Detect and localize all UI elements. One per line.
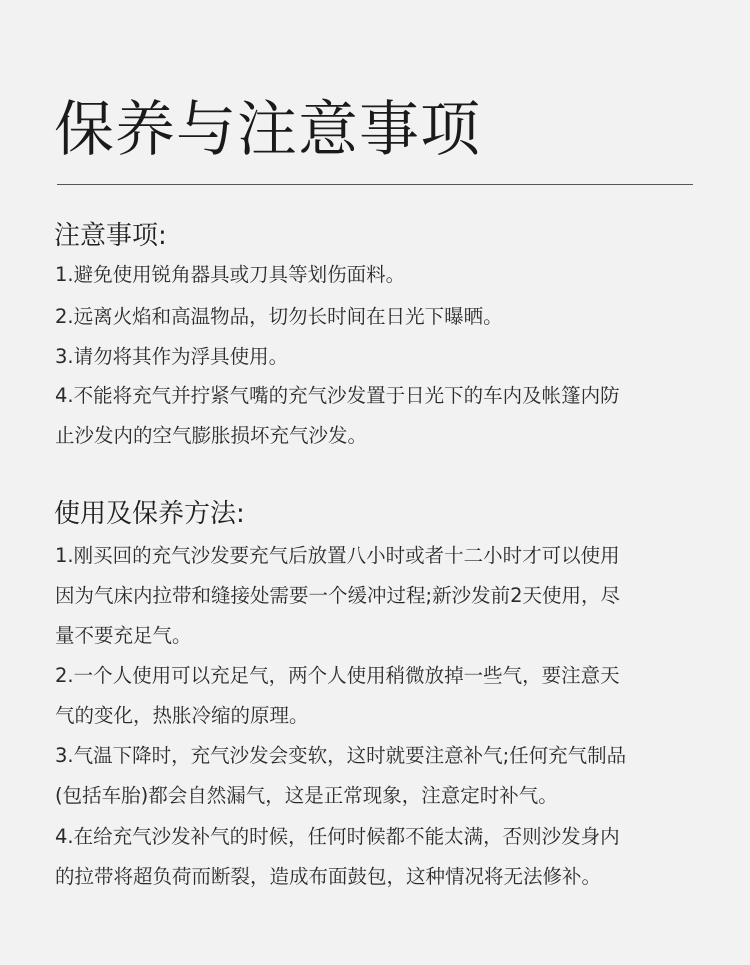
notice-line: 3.请勿将其作为浮具使用。 (55, 345, 289, 368)
notice-line: 止沙发内的空气膨胀损坏充气沙发。 (55, 424, 368, 447)
care-line: 4.在给充气沙发补气的时候，任何时候都不能太满，否则沙发身内 (55, 825, 620, 848)
notice-line: 4.不能将充气并拧紧气嘴的充气沙发置于日光下的车内及帐篷内防 (55, 384, 620, 407)
notice-line: 2.远离火焰和高温物品，切勿长时间在日光下曝晒。 (55, 305, 503, 328)
care-line: 3.气温下降时，充气沙发会变软，这时就要注意补气;任何充气制品 (55, 744, 627, 767)
care-line: 因为气床内拉带和缝接处需要一个缓冲过程;新沙发前2天使用，尽 (55, 584, 620, 607)
page-title: 保养与注意事项 (54, 95, 481, 165)
notice-line: 1.避免使用锐角器具或刀具等划伤面料。 (55, 263, 406, 286)
care-line: 气的变化，热胀冷缩的原理。 (55, 704, 309, 727)
title-divider (57, 184, 693, 185)
notice-heading: 注意事项: (54, 221, 167, 251)
care-line: (包括车胎)都会自然漏气，这是正常现象，注意定时补气。 (55, 784, 558, 807)
care-line: 2.一个人使用可以充足气，两个人使用稍微放掉一些气，要注意天 (55, 664, 620, 687)
care-heading: 使用及保养方法: (54, 499, 245, 529)
care-line: 1.刚买回的充气沙发要充气后放置八小时或者十二小时才可以使用 (55, 544, 620, 567)
care-line: 量不要充足气。 (55, 624, 192, 647)
care-line: 的拉带将超负荷而断裂，造成布面鼓包，这种情况将无法修补。 (55, 865, 602, 888)
